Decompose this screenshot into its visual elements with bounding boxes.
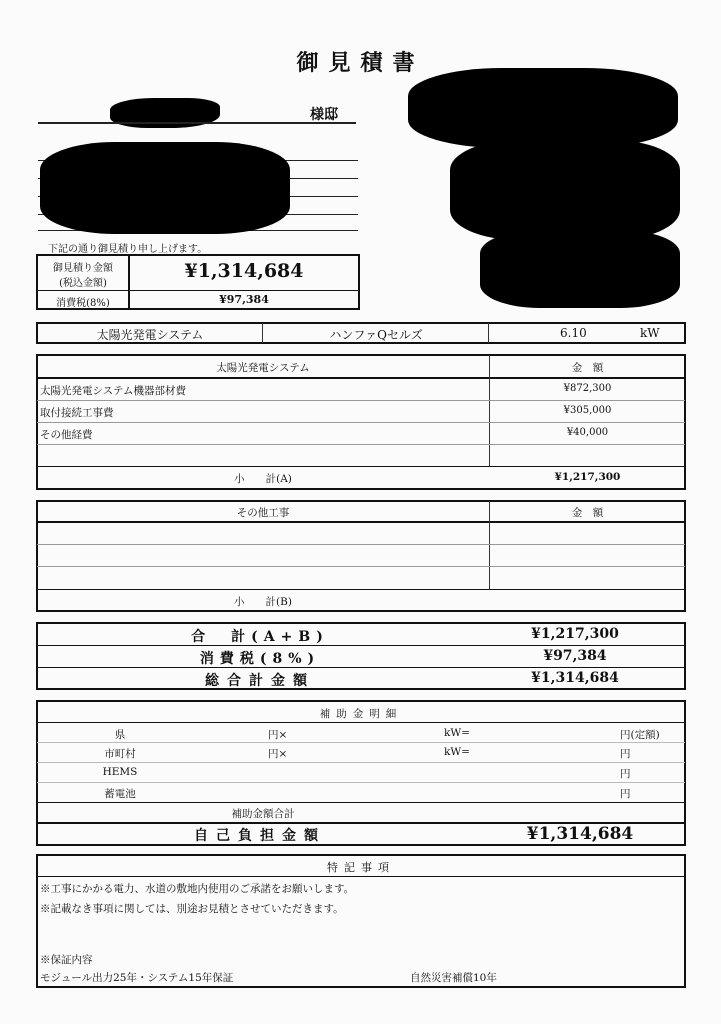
self-pay-amount: ¥1,314,684: [526, 824, 634, 844]
redacted-info-block: [40, 142, 290, 234]
solar-row-3-item: その他経費: [40, 429, 93, 441]
subsidy-row-2-yen: 円×: [268, 748, 288, 760]
warranty-line-1: モジュール出力25年・システム15年保証: [40, 972, 234, 984]
summary-label-2: (税込金額): [59, 278, 107, 289]
system-unit: kW: [640, 326, 660, 340]
system-name: 太陽光発電システム: [96, 328, 204, 342]
solar-row-2-amount: ¥305,000: [563, 405, 612, 416]
notes-line-2: ※記載なき事項に関しては、別途お見積とさせていただきます。: [40, 903, 344, 915]
solar-subtotal-label: 小 計(A): [234, 473, 292, 485]
other-subtotal-label: 小 計(B): [234, 596, 292, 608]
subsidy-row-1-kw: kW=: [444, 727, 470, 739]
solar-row-3-amount: ¥40,000: [566, 427, 609, 438]
subsidy-row-1-label: 県: [114, 729, 126, 741]
intro-text: 下記の通り御見積り申し上げます。: [48, 244, 208, 255]
system-capacity: 6.10: [560, 326, 587, 340]
subsidy-row-2-kw: kW=: [444, 746, 470, 758]
summary-amount: ¥1,314,684: [184, 260, 304, 282]
solar-row-2-item: 取付接続工事費: [40, 407, 114, 419]
warranty-line-2: 自然災害補償10年: [410, 972, 497, 984]
subsidy-row-3-end: 円: [620, 768, 631, 780]
subsidy-row-3-label: HEMS: [102, 766, 138, 778]
solar-row-1-item: 太陽光発電システム機器部材費: [40, 385, 186, 397]
redacted-company-block-1: [408, 68, 678, 148]
subsidy-sum-label: 補助金額合計: [231, 808, 295, 820]
subsidy-row-1-end: 円(定額): [620, 729, 660, 741]
total-label: 合 計(A+B): [191, 629, 329, 645]
system-maker: ハンファQセルズ: [329, 328, 423, 342]
grand-total-amount: ¥1,314,684: [531, 670, 619, 686]
redacted-company-block-3: [480, 230, 680, 308]
document-title: 御見積書: [296, 50, 425, 76]
other-header-item: その他工事: [236, 507, 290, 519]
grand-total-label: 総合計金額: [205, 673, 315, 689]
solar-header-item: 太陽光発電システム: [216, 362, 310, 374]
totals-tax-label: 消費税(8%): [199, 651, 321, 667]
warranty-title: ※保証内容: [40, 954, 93, 966]
subsidy-row-1-yen: 円×: [268, 729, 288, 741]
subsidy-row-2-end: 円: [620, 748, 631, 760]
redacted-company-block-2: [450, 140, 680, 240]
solar-subtotal-amount: ¥1,217,300: [554, 471, 621, 483]
total-amount: ¥1,217,300: [531, 626, 619, 642]
summary-tax-label: 消費税(8%): [56, 298, 110, 309]
honorific: 様邸: [310, 107, 338, 123]
subsidy-row-2-label: 市町村: [104, 748, 136, 760]
solar-row-1-amount: ¥872,300: [563, 383, 612, 394]
totals-tax-amount: ¥97,384: [543, 648, 607, 664]
self-pay-label: 自己負担金額: [194, 828, 326, 844]
subsidy-row-4-end: 円: [620, 788, 631, 800]
subsidy-header: 補助金明細: [319, 708, 403, 720]
notes-line-1: ※工事にかかる電力、水道の敷地内使用のご承諾をお願いします。: [40, 883, 355, 895]
notes-header: 特記事項: [327, 861, 395, 874]
subsidy-row-4-label: 蓄電池: [104, 788, 136, 800]
summary-tax-amount: ¥97,384: [219, 293, 269, 306]
customer-underline: [38, 122, 356, 124]
solar-header-amount: 金 額: [571, 362, 604, 374]
other-header-amount: 金 額: [571, 507, 604, 519]
summary-label-1: 御見積り金額: [53, 263, 113, 274]
